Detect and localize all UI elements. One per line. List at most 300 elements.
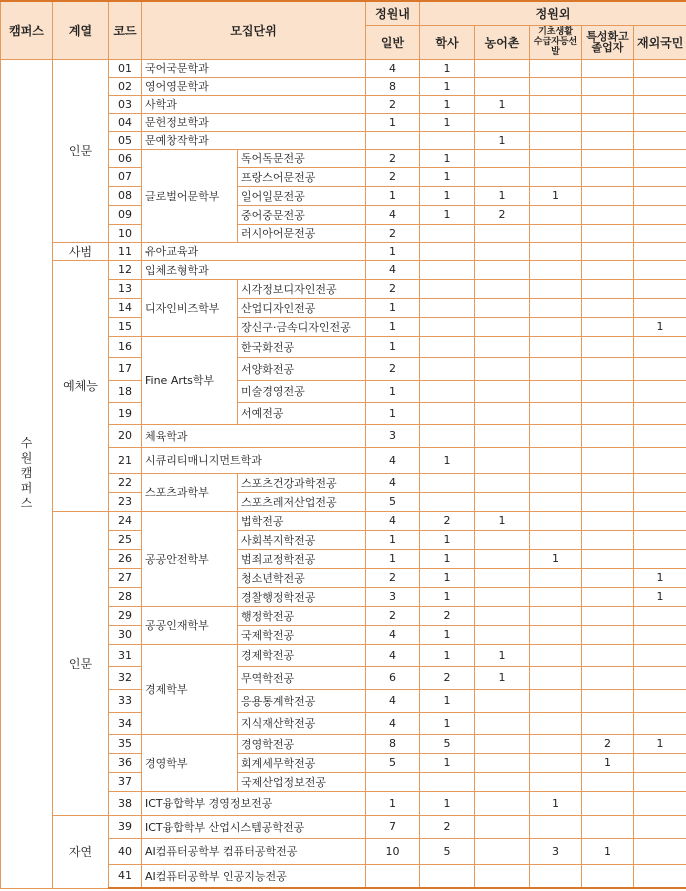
- rural-cell: [475, 279, 530, 298]
- special-cell: [582, 380, 634, 402]
- special-cell: [582, 260, 634, 279]
- overseas-cell: [634, 380, 686, 402]
- overseas-cell: [634, 606, 686, 625]
- code-cell: 35: [109, 734, 142, 753]
- general-cell: 1: [366, 186, 420, 205]
- code-cell: 23: [109, 492, 142, 511]
- unit-cell: 러시아어문전공: [238, 224, 366, 242]
- basic-cell: [530, 606, 582, 625]
- field-humanities-1: 인문: [53, 59, 109, 242]
- general-cell: 8: [366, 77, 420, 95]
- code-cell: 15: [109, 317, 142, 336]
- special-cell: [582, 357, 634, 380]
- unit-cell: 스포츠건강과학전공: [238, 473, 366, 492]
- general-cell: 5: [366, 492, 420, 511]
- special-cell: [582, 815, 634, 838]
- special-cell: [582, 606, 634, 625]
- bachelor-cell: 2: [420, 511, 475, 530]
- basic-cell: 1: [530, 186, 582, 205]
- overseas-cell: [634, 113, 686, 131]
- code-cell: 05: [109, 131, 142, 149]
- rural-cell: [475, 402, 530, 424]
- special-cell: [582, 568, 634, 587]
- rural-cell: 1: [475, 131, 530, 149]
- general-cell: 4: [366, 712, 420, 734]
- bachelor-cell: [420, 402, 475, 424]
- overseas-cell: 1: [634, 317, 686, 336]
- overseas-cell: [634, 791, 686, 815]
- bachelor-cell: 1: [420, 530, 475, 549]
- basic-cell: [530, 402, 582, 424]
- dept-public: 공공안전학부: [142, 511, 238, 606]
- general-cell: 2: [366, 279, 420, 298]
- general-cell: 2: [366, 224, 420, 242]
- general-cell: [366, 864, 420, 888]
- unit-cell: 시각정보디자인전공: [238, 279, 366, 298]
- bachelor-cell: [420, 224, 475, 242]
- header-inside: 정원내: [366, 1, 420, 25]
- basic-cell: [530, 625, 582, 644]
- overseas-cell: [634, 753, 686, 772]
- basic-cell: 1: [530, 791, 582, 815]
- special-cell: [582, 336, 634, 357]
- code-cell: 02: [109, 77, 142, 95]
- unit-cell: 행정학전공: [238, 606, 366, 625]
- bachelor-cell: 1: [420, 186, 475, 205]
- bachelor-cell: [420, 864, 475, 888]
- code-cell: 29: [109, 606, 142, 625]
- rural-cell: [475, 838, 530, 864]
- table-row: [1, 260, 686, 279]
- field-natural: 자연: [53, 815, 109, 888]
- code-cell: 09: [109, 205, 142, 224]
- special-cell: 1: [582, 753, 634, 772]
- general-cell: 1: [366, 336, 420, 357]
- code-cell: 06: [109, 149, 142, 167]
- header-campus: 캠퍼스: [1, 1, 53, 59]
- header-bachelor: 학사: [420, 25, 475, 59]
- code-cell: 39: [109, 815, 142, 838]
- special-cell: [582, 530, 634, 549]
- special-cell: [582, 791, 634, 815]
- bachelor-cell: 1: [420, 587, 475, 606]
- basic-cell: [530, 568, 582, 587]
- rural-cell: [475, 242, 530, 260]
- code-cell: 38: [109, 791, 142, 815]
- basic-cell: [530, 380, 582, 402]
- unit-cell: 한국화전공: [238, 336, 366, 357]
- rural-cell: [475, 317, 530, 336]
- rural-cell: 1: [475, 95, 530, 113]
- rural-cell: [475, 447, 530, 473]
- basic-cell: 3: [530, 838, 582, 864]
- general-cell: 1: [366, 549, 420, 568]
- header-rural: 농어촌: [475, 25, 530, 59]
- basic-cell: [530, 473, 582, 492]
- unit-cell: AI컴퓨터공학부 인공지능전공: [142, 864, 366, 888]
- special-cell: [582, 473, 634, 492]
- general-cell: 8: [366, 734, 420, 753]
- bachelor-cell: [420, 279, 475, 298]
- overseas-cell: [634, 149, 686, 167]
- special-cell: [582, 625, 634, 644]
- general-cell: 4: [366, 59, 420, 77]
- basic-cell: [530, 113, 582, 131]
- unit-cell: 경영학전공: [238, 734, 366, 753]
- overseas-cell: [634, 279, 686, 298]
- rural-cell: [475, 606, 530, 625]
- special-cell: [582, 424, 634, 447]
- overseas-cell: [634, 59, 686, 77]
- basic-cell: [530, 689, 582, 712]
- general-cell: 6: [366, 666, 420, 689]
- rural-cell: [475, 473, 530, 492]
- unit-cell: 장신구·금속디자인전공: [238, 317, 366, 336]
- general-cell: 1: [366, 242, 420, 260]
- special-cell: [582, 402, 634, 424]
- overseas-cell: [634, 242, 686, 260]
- rural-cell: 1: [475, 666, 530, 689]
- overseas-cell: 1: [634, 734, 686, 753]
- basic-cell: [530, 317, 582, 336]
- rural-cell: [475, 772, 530, 791]
- code-cell: 16: [109, 336, 142, 357]
- overseas-cell: [634, 298, 686, 317]
- rural-cell: [475, 815, 530, 838]
- rural-cell: [475, 734, 530, 753]
- general-cell: 7: [366, 815, 420, 838]
- header-special: 특성화고 졸업자: [582, 25, 634, 59]
- special-cell: [582, 167, 634, 186]
- special-cell: [582, 113, 634, 131]
- basic-cell: [530, 279, 582, 298]
- overseas-cell: 1: [634, 568, 686, 587]
- special-cell: [582, 511, 634, 530]
- general-cell: 4: [366, 689, 420, 712]
- rural-cell: 1: [475, 644, 530, 666]
- bachelor-cell: 1: [420, 77, 475, 95]
- special-cell: [582, 95, 634, 113]
- general-cell: 4: [366, 511, 420, 530]
- special-cell: 2: [582, 734, 634, 753]
- bachelor-cell: [420, 772, 475, 791]
- field-arts: 예체능: [53, 260, 109, 511]
- rural-cell: 1: [475, 186, 530, 205]
- unit-cell: 법학전공: [238, 511, 366, 530]
- general-cell: 4: [366, 260, 420, 279]
- basic-cell: [530, 205, 582, 224]
- unit-cell: 국어국문학과: [142, 59, 366, 77]
- unit-cell: 국제학전공: [238, 625, 366, 644]
- basic-cell: [530, 149, 582, 167]
- rural-cell: [475, 77, 530, 95]
- table-row: [1, 59, 686, 77]
- overseas-cell: [634, 131, 686, 149]
- special-cell: [582, 131, 634, 149]
- code-cell: 27: [109, 568, 142, 587]
- basic-cell: [530, 734, 582, 753]
- general-cell: 1: [366, 113, 420, 131]
- dept-design: 디자인비즈학부: [142, 279, 238, 336]
- bachelor-cell: 1: [420, 644, 475, 666]
- basic-cell: [530, 712, 582, 734]
- unit-cell: AI컴퓨터공학부 컴퓨터공학전공: [142, 838, 366, 864]
- bachelor-cell: 1: [420, 95, 475, 113]
- unit-cell: ICT융합학부 산업시스템공학전공: [142, 815, 366, 838]
- code-cell: 28: [109, 587, 142, 606]
- overseas-cell: [634, 357, 686, 380]
- basic-cell: [530, 77, 582, 95]
- basic-cell: [530, 447, 582, 473]
- code-cell: 26: [109, 549, 142, 568]
- overseas-cell: [634, 549, 686, 568]
- code-cell: 18: [109, 380, 142, 402]
- basic-cell: [530, 242, 582, 260]
- special-cell: [582, 587, 634, 606]
- general-cell: 1: [366, 317, 420, 336]
- general-cell: 1: [366, 791, 420, 815]
- general-cell: 2: [366, 95, 420, 113]
- unit-cell: 미술경영전공: [238, 380, 366, 402]
- campus-cell: 수원캠퍼스: [1, 59, 53, 888]
- bachelor-cell: 2: [420, 606, 475, 625]
- general-cell: 1: [366, 380, 420, 402]
- overseas-cell: [634, 530, 686, 549]
- general-cell: 2: [366, 357, 420, 380]
- basic-cell: 1: [530, 549, 582, 568]
- general-cell: 4: [366, 447, 420, 473]
- general-cell: 4: [366, 625, 420, 644]
- table-row: [1, 242, 686, 260]
- field-education: 사범: [53, 242, 109, 260]
- basic-cell: [530, 167, 582, 186]
- bachelor-cell: 2: [420, 815, 475, 838]
- rural-cell: [475, 587, 530, 606]
- rural-cell: [475, 689, 530, 712]
- bachelor-cell: 5: [420, 734, 475, 753]
- general-cell: 2: [366, 149, 420, 167]
- special-cell: [582, 772, 634, 791]
- code-cell: 04: [109, 113, 142, 131]
- code-cell: 10: [109, 224, 142, 242]
- bachelor-cell: 1: [420, 753, 475, 772]
- dept-finearts: Fine Arts학부: [142, 336, 238, 424]
- bachelor-cell: [420, 357, 475, 380]
- basic-cell: [530, 511, 582, 530]
- unit-cell: 청소년학전공: [238, 568, 366, 587]
- code-cell: 30: [109, 625, 142, 644]
- dept-mgmt: 경영학부: [142, 734, 238, 791]
- bachelor-cell: [420, 336, 475, 357]
- basic-cell: [530, 260, 582, 279]
- basic-cell: [530, 772, 582, 791]
- overseas-cell: [634, 402, 686, 424]
- dept-talent: 공공인재학부: [142, 606, 238, 644]
- code-cell: 13: [109, 279, 142, 298]
- overseas-cell: [634, 167, 686, 186]
- unit-cell: 영어영문학과: [142, 77, 366, 95]
- special-cell: [582, 298, 634, 317]
- general-cell: 4: [366, 473, 420, 492]
- basic-cell: [530, 224, 582, 242]
- rural-cell: [475, 625, 530, 644]
- unit-cell: ICT융합학부 경영정보전공: [142, 791, 366, 815]
- rural-cell: [475, 149, 530, 167]
- bachelor-cell: 1: [420, 568, 475, 587]
- bachelor-cell: 1: [420, 167, 475, 186]
- basic-cell: [530, 530, 582, 549]
- bachelor-cell: 1: [420, 205, 475, 224]
- general-cell: 3: [366, 587, 420, 606]
- rural-cell: [475, 380, 530, 402]
- code-cell: 07: [109, 167, 142, 186]
- code-cell: 08: [109, 186, 142, 205]
- basic-cell: [530, 131, 582, 149]
- code-cell: 31: [109, 644, 142, 666]
- basic-cell: [530, 864, 582, 888]
- bachelor-cell: 1: [420, 447, 475, 473]
- basic-cell: [530, 587, 582, 606]
- special-cell: [582, 186, 634, 205]
- table-row: [1, 815, 686, 838]
- overseas-cell: [634, 186, 686, 205]
- unit-cell: 일어일문전공: [238, 186, 366, 205]
- header-general: 일반: [366, 25, 420, 59]
- unit-cell: 지식재산학전공: [238, 712, 366, 734]
- special-cell: [582, 712, 634, 734]
- rural-cell: [475, 59, 530, 77]
- overseas-cell: [634, 224, 686, 242]
- overseas-cell: [634, 473, 686, 492]
- special-cell: [582, 59, 634, 77]
- overseas-cell: [634, 772, 686, 791]
- unit-cell: 문예창작학과: [142, 131, 366, 149]
- special-cell: [582, 149, 634, 167]
- rural-cell: [475, 113, 530, 131]
- basic-cell: [530, 644, 582, 666]
- basic-cell: [530, 95, 582, 113]
- rural-cell: [475, 568, 530, 587]
- code-cell: 41: [109, 864, 142, 888]
- bachelor-cell: 1: [420, 791, 475, 815]
- code-cell: 22: [109, 473, 142, 492]
- special-cell: [582, 205, 634, 224]
- general-cell: 1: [366, 402, 420, 424]
- bachelor-cell: [420, 380, 475, 402]
- code-cell: 24: [109, 511, 142, 530]
- general-cell: 10: [366, 838, 420, 864]
- code-cell: 21: [109, 447, 142, 473]
- dept-econ: 경제학부: [142, 644, 238, 734]
- overseas-cell: [634, 447, 686, 473]
- code-cell: 19: [109, 402, 142, 424]
- bachelor-cell: 5: [420, 838, 475, 864]
- special-cell: [582, 492, 634, 511]
- unit-cell: 응용통계학전공: [238, 689, 366, 712]
- overseas-cell: [634, 815, 686, 838]
- overseas-cell: [634, 424, 686, 447]
- general-cell: 2: [366, 606, 420, 625]
- overseas-cell: [634, 260, 686, 279]
- unit-cell: 체육학과: [142, 424, 366, 447]
- overseas-cell: [634, 95, 686, 113]
- rural-cell: [475, 298, 530, 317]
- unit-cell: 무역학전공: [238, 666, 366, 689]
- rural-cell: [475, 549, 530, 568]
- rural-cell: [475, 260, 530, 279]
- rural-cell: [475, 424, 530, 447]
- bachelor-cell: 1: [420, 113, 475, 131]
- general-cell: 4: [366, 205, 420, 224]
- bachelor-cell: [420, 317, 475, 336]
- bachelor-cell: [420, 424, 475, 447]
- overseas-cell: [634, 864, 686, 888]
- dept-global: 글로벌어문학부: [142, 149, 238, 242]
- overseas-cell: [634, 625, 686, 644]
- code-cell: 37: [109, 772, 142, 791]
- unit-cell: 중어중문전공: [238, 205, 366, 224]
- overseas-cell: [634, 336, 686, 357]
- unit-cell: 유아교육과: [142, 242, 366, 260]
- special-cell: [582, 644, 634, 666]
- overseas-cell: [634, 712, 686, 734]
- overseas-cell: [634, 644, 686, 666]
- special-cell: [582, 549, 634, 568]
- basic-cell: [530, 298, 582, 317]
- general-cell: 1: [366, 530, 420, 549]
- unit-cell: 회계세무학전공: [238, 753, 366, 772]
- rural-cell: [475, 336, 530, 357]
- bachelor-cell: [420, 242, 475, 260]
- code-cell: 32: [109, 666, 142, 689]
- rural-cell: 1: [475, 511, 530, 530]
- bachelor-cell: [420, 492, 475, 511]
- code-cell: 20: [109, 424, 142, 447]
- header-code: 코드: [109, 1, 142, 59]
- unit-cell: 사회복지학전공: [238, 530, 366, 549]
- unit-cell: 프랑스어문전공: [238, 167, 366, 186]
- basic-cell: [530, 424, 582, 447]
- rural-cell: [475, 357, 530, 380]
- basic-cell: [530, 666, 582, 689]
- dept-sports: 스포츠과학부: [142, 473, 238, 511]
- unit-cell: 범죄교정학전공: [238, 549, 366, 568]
- special-cell: [582, 77, 634, 95]
- overseas-cell: [634, 666, 686, 689]
- bachelor-cell: 1: [420, 625, 475, 644]
- general-cell: 2: [366, 167, 420, 186]
- code-cell: 03: [109, 95, 142, 113]
- basic-cell: [530, 492, 582, 511]
- bachelor-cell: 1: [420, 149, 475, 167]
- general-cell: 1: [366, 298, 420, 317]
- code-cell: 34: [109, 712, 142, 734]
- code-cell: 25: [109, 530, 142, 549]
- general-cell: 3: [366, 424, 420, 447]
- rural-cell: [475, 530, 530, 549]
- basic-cell: [530, 753, 582, 772]
- general-cell: [366, 131, 420, 149]
- bachelor-cell: 1: [420, 549, 475, 568]
- unit-cell: 문헌정보학과: [142, 113, 366, 131]
- code-cell: 17: [109, 357, 142, 380]
- rural-cell: [475, 791, 530, 815]
- unit-cell: 입체조형학과: [142, 260, 366, 279]
- bachelor-cell: 2: [420, 666, 475, 689]
- header-unit: 모집단위: [142, 1, 366, 59]
- basic-cell: [530, 357, 582, 380]
- unit-cell: 국제산업정보전공: [238, 772, 366, 791]
